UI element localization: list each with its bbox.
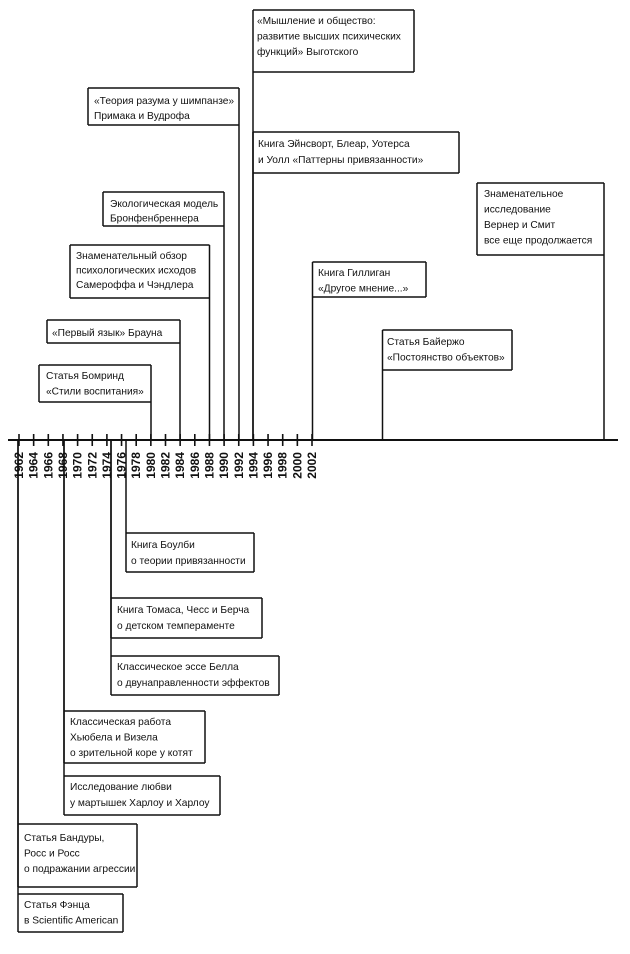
event-label-line: Классическая работа [70,717,172,728]
event-label-line: «Первый язык» Брауна [52,328,163,339]
event-label-line: Исследование любви [70,782,172,793]
year-label: 1962 [12,452,26,479]
event-label-line: у мартышек Харлоу и Харлоу [70,798,210,809]
event-hubel [64,440,205,763]
event-label-line: Примака и Вудрофа [94,111,190,122]
event-werner [477,183,604,440]
year-label: 1968 [55,452,70,479]
event-label-line: о детском темпераменте [117,621,235,632]
timeline-axis [8,434,618,479]
year-label: 1970 [70,452,85,479]
event-label-line: Статья Байержо [387,337,465,348]
event-label-line: Статья Бомринд [46,371,124,382]
event-label-line: «Теория разума у шимпанзе» [94,96,235,107]
year-label: 1992 [231,452,246,479]
event-label-line: Самероффа и Чэндлера [76,280,194,291]
year-label: 1964 [26,452,41,479]
event-label-line: функций» Выготского [257,47,359,58]
year-label: 1966 [41,452,56,479]
event-label-line: Книга Эйнсворт, Блеар, Уотерса [258,139,410,150]
year-label: 1986 [187,452,202,479]
event-label-line: исследование [484,204,551,216]
event-baillargeon [383,330,513,440]
event-label-line: о двунаправленности эффектов [117,678,270,689]
event-label-line: Статья Бандуры, [24,833,105,844]
event-label-line: в Scientific American [24,915,119,927]
event-label-line: Классическое эссе Белла [117,662,239,673]
event-label-line: Книга Гиллиган [318,268,391,279]
year-label: 1972 [85,452,100,479]
event-label-line: Статья Фэнца [24,900,90,911]
year-label: 1982 [158,452,173,479]
event-label-line: о подражании агрессии [24,864,136,875]
event-label-line: «Мышление и общество: [257,16,376,27]
event-label-line: о зрительной коре у котят [70,748,193,759]
year-label: 2000 [290,452,305,479]
event-label-line: Бронфенбреннера [110,213,199,225]
event-label-line: Росс и Росс [24,848,80,860]
event-baumrind [39,365,151,440]
event-label-line: Экологическая модель [110,199,219,210]
event-label-line: Знаменательное [484,189,564,200]
event-bronfenbrenner [103,192,224,440]
year-label: 1990 [217,452,232,479]
event-label-line: Книга Боулби [131,540,195,551]
year-label: 1984 [173,452,188,479]
event-label-line: «Другое мнение...» [318,283,409,295]
event-vygotsky [253,10,414,440]
year-label: 1988 [202,452,217,479]
year-label: 1976 [114,452,129,479]
event-label-line: Хьюбела и Визела [70,732,158,744]
event-label-line: «Стили воспитания» [46,386,144,398]
event-label-line: «Постоянство объектов» [387,352,505,364]
event-gilligan [313,262,427,440]
event-label-line: Знаменательный обзор [76,251,187,262]
year-label: 1996 [261,452,276,479]
event-label-line: все еще продолжается [484,235,593,247]
event-label-line: Книга Томаса, Чесс и Берча [117,605,250,616]
year-label: 1980 [143,452,158,479]
event-label-line: о теории привязанности [131,556,246,567]
year-label: 1994 [246,452,261,479]
event-label-line: развитие высших психических [257,31,401,43]
year-label: 1998 [275,452,290,479]
year-label: 1974 [99,452,114,479]
event-label-line: Вернер и Смит [484,220,556,231]
event-label-line: психологических исходов [76,265,197,277]
event-label-line: и Уолл «Паттерны привязанности» [258,155,424,166]
year-label: 1978 [129,452,144,479]
year-label: 2002 [305,452,319,479]
